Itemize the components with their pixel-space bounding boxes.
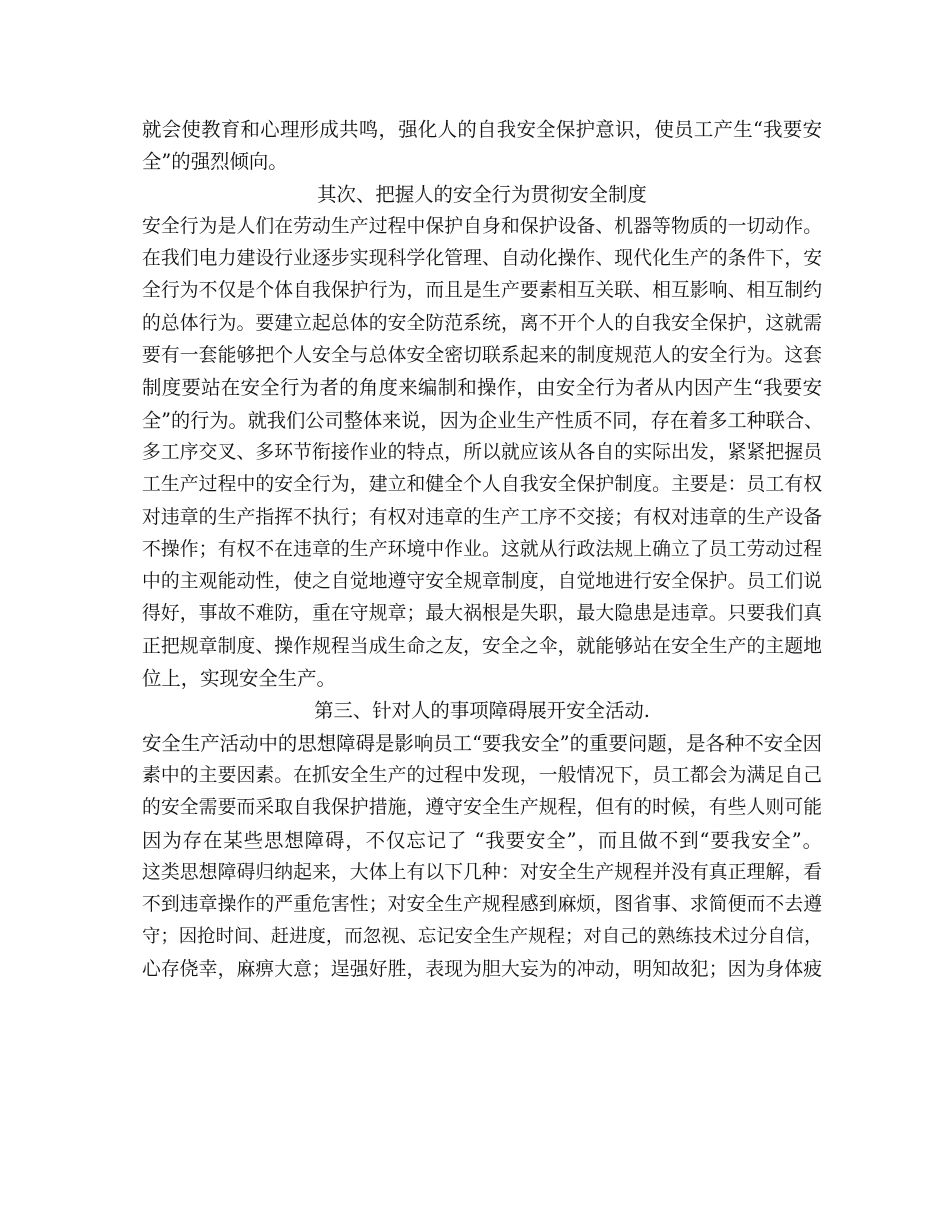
text-line: 对违章的生产指挥不执行；有权对违章的生产工序不交接；有权对违章的生产设备 xyxy=(142,506,822,528)
text-line: 全”的强烈倾向。 xyxy=(142,150,288,174)
text-line: 不到违章操作的严重危害性；对安全生产规程感到麻烦，图省事、求简便而不去遵 xyxy=(142,894,822,916)
text-line: 制度要站在安全行为者的角度来编制和操作，由安全行为者从内因产生“我要安 xyxy=(142,376,822,400)
document-body xyxy=(142,114,822,986)
text-line: 安全行为是人们在劳动生产过程中保护自身和保护设备、机器等物质的一切动作。 xyxy=(142,215,822,237)
text-line: 位上，实现安全生产。 xyxy=(142,667,336,691)
text-line: 守；因抢时间、赶进度，而忽视、忘记安全生产规程；对自己的熟练技术过分自信， xyxy=(142,926,823,948)
section-heading: 第三、针对人的事项障碍展开安全活动. xyxy=(314,699,650,723)
text-line: 的总体行为。要建立起总体的安全防范系统，离不开个人的自我安全保护，这就需 xyxy=(142,312,822,334)
text-line: 得好，事故不难防，重在守规章；最大祸根是失职，最大隐患是违章。只要我们真 xyxy=(142,603,822,625)
text-line: 工生产过程中的安全行为，建立和健全个人自我安全保护制度。主要是：员工有权 xyxy=(142,474,822,496)
text-line: 正把规章制度、操作规程当成生命之友，安全之伞，就能够站在安全生产的主题地 xyxy=(142,635,822,657)
text-line: 这类思想障碍归纳起来，大体上有以下几种：对安全生产规程并没有真正理解，看 xyxy=(142,861,822,883)
text-line: 要有一套能够把个人安全与总体安全密切联系起来的制度规范人的安全行为。这套 xyxy=(142,345,822,367)
text-line: 因为存在某些思想障碍，不仅忘记了 “我要安全”，而且做不到“要我安全”。 xyxy=(142,828,822,852)
text-line: 安全生产活动中的思想障碍是影响员工“要我安全”的重要问题，是各种不安全因 xyxy=(142,731,822,755)
text-line: 心存侥幸，麻痹大意；逞强好胜，表现为胆大妄为的冲动，明知故犯；因为身体疲 xyxy=(142,958,822,980)
text-line: 不操作；有权不在违章的生产环境中作业。这就从行政法规上确立了员工劳动过程 xyxy=(142,538,822,560)
text-line: 多工序交叉、多环节衔接作业的特点，所以就应该从各自的实际出发，紧紧把握员 xyxy=(142,441,822,463)
text-line: 全”的行为。就我们公司整体来说，因为企业生产性质不同，存在着多工种联合、 xyxy=(142,408,824,432)
text-line: 素中的主要因素。在抓安全生产的过程中发现，一般情况下，员工都会为满足自己 xyxy=(142,764,822,786)
section-heading: 其次、把握人的安全行为贯彻安全制度 xyxy=(317,182,647,206)
text-line: 全行为不仅是个体自我保护行为，而且是生产要素相互关联、相互影响、相互制约 xyxy=(142,280,822,302)
text-line: 的安全需要而采取自我保护措施，遵守安全生产规程，但有的时候，有些人则可能 xyxy=(142,797,822,819)
text-line: 中的主观能动性，使之自觉地遵守安全规章制度，自觉地进行安全保护。员工们说 xyxy=(142,571,822,593)
text-line: 就会使教育和心理形成共鸣，强化人的自我安全保护意识，使员工产生“我要安 xyxy=(142,118,822,141)
text-line: 在我们电力建设行业逐步实现科学化管理、自动化操作、现代化生产的条件下，安 xyxy=(142,248,822,270)
